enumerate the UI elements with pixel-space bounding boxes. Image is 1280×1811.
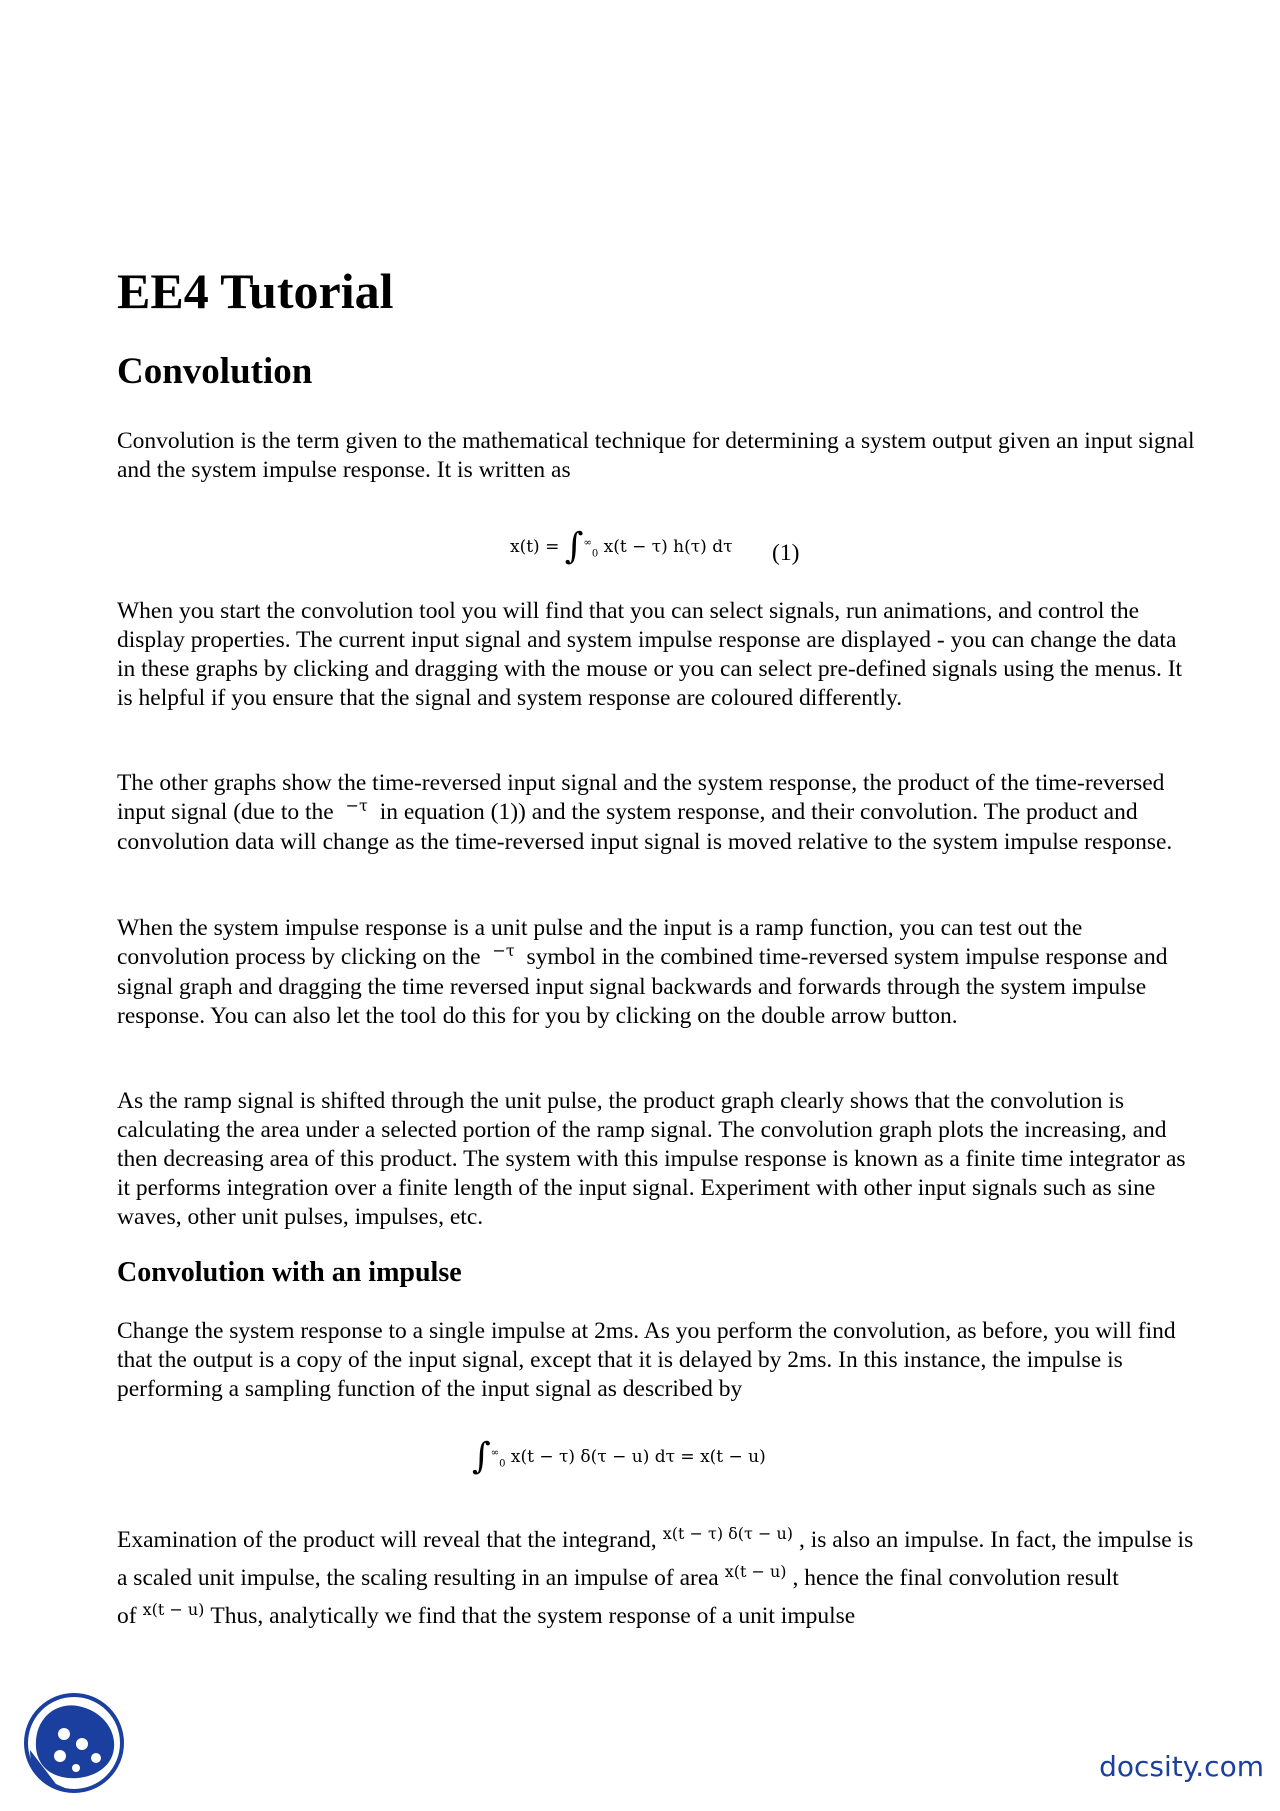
paragraph-graphs-text-a: The other graphs show the time-reversed input signal and the system response, the product of the time-reversed input signal (due to the bbox=[117, 770, 1165, 825]
section-heading: Convolution bbox=[117, 351, 313, 392]
paragraph-graphs bbox=[117, 769, 1197, 857]
paragraph-impulse: Change the system response to a single impulse at 2ms. As you perform the convolution, as before, you will find that the output is a copy of the input signal, except that it is delayed by 2ms. In this instance, the impulse is performing a sampling function of the input signal as described by bbox=[117, 1318, 1176, 1402]
equation-2-body: x(t − τ) δ(τ − u) dτ = x(t − u) bbox=[510, 1447, 766, 1467]
paragraph-integrand-text-b: , is also an impulse. In fact, the impulse is a scaled unit impulse, the scaling resulting in an impulse of area bbox=[117, 1527, 1194, 1591]
paragraph-ramp bbox=[117, 914, 1197, 1031]
integral-sign: ∫ bbox=[564, 526, 584, 567]
integral-upper-limit: ∞ bbox=[490, 1447, 500, 1459]
document-title: EE4 Tutorial bbox=[117, 263, 394, 319]
equation-1-rhs: x(t − τ) h(τ) dτ bbox=[603, 537, 733, 557]
paragraph-ramp-text-b: symbol in the combined time-reversed system impulse response and signal graph and dragging the time reversed input signal backwards and forwards through the system impulse response. You can also let the tool do this for you by clicking on the double arrow button. bbox=[117, 944, 1168, 1029]
equation-2 bbox=[472, 1430, 766, 1477]
paragraph-graphs-text-b: in equation (1)) and the system response, and their convolution. The product and convolution data will change as the time-reversed input signal is moved relative to the system impulse response. bbox=[117, 799, 1173, 855]
equation-1 bbox=[510, 520, 733, 567]
integral-upper-limit: ∞ bbox=[583, 537, 592, 549]
equation-1-lhs: x(t) = bbox=[510, 537, 560, 557]
area-expression: x(t − u) bbox=[724, 1562, 787, 1581]
tau-symbol: −τ bbox=[492, 941, 515, 960]
paragraph-integrand-text-d: Thus, analytically we find that the system response of a unit impulse bbox=[210, 1603, 856, 1629]
paragraph-ramp-text-a: When the system impulse response is a unit pulse and the input is a ramp function, you can test out the convolution process by clicking on the bbox=[117, 915, 1083, 970]
subsection-heading: Convolution with an impulse bbox=[117, 1257, 462, 1288]
paragraph-integrand-text-a: Examination of the product will reveal that the integrand, bbox=[117, 1527, 657, 1553]
integral-lower-limit: 0 bbox=[591, 548, 599, 560]
paragraph-integrand-text-c: , hence the final convolution result of bbox=[117, 1565, 1119, 1629]
result-expression: x(t − u) bbox=[142, 1600, 205, 1619]
paragraph-integrator: As the ramp signal is shifted through the unit pulse, the product graph clearly shows that the convolution is calculating the area under a selected portion of the ramp signal. The convolution graph plots the increasing, and then decreasing area of this product. The system with this impulse response is known as a finite time integrator as it performs integration over a finite length of the input signal. Experiment with other input signals such as sine waves, other unit pulses, impulses, etc. bbox=[117, 1088, 1186, 1230]
integral-lower-limit: 0 bbox=[499, 1458, 506, 1470]
docsity-watermark-link[interactable]: docsity.com bbox=[1099, 1750, 1264, 1783]
integral-sign: ∫ bbox=[472, 1436, 491, 1477]
tau-symbol: −τ bbox=[345, 796, 368, 815]
intro-paragraph: Convolution is the term given to the mathematical technique for determining a system output given an input signal and the system impulse response. It is written as bbox=[117, 428, 1195, 483]
paragraph-tool: When you start the convolution tool you will find that you can select signals, run animations, and control the display properties. The current input signal and system impulse response are displayed - you can change the data in these graphs by clicking and dragging with the mouse or you can select pre-defined signals using the menus. It is helpful if you ensure that the signal and system response are coloured differently. bbox=[117, 598, 1183, 711]
docsity-logo-icon bbox=[16, 1688, 134, 1793]
equation-1-label: (1) bbox=[772, 540, 800, 566]
paragraph-integrand bbox=[117, 1522, 1197, 1636]
integrand-expression: x(t − τ) δ(τ − u) bbox=[662, 1524, 793, 1543]
